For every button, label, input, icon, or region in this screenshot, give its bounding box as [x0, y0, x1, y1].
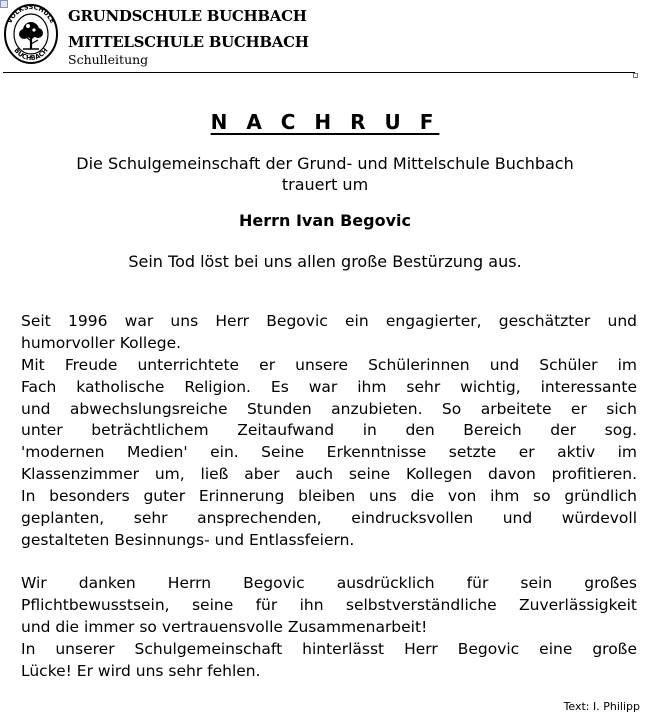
body-line: In besonders guter Erinnerung bleiben uns die von ihm so gründlich [21, 487, 637, 505]
body-line: und die immer so vertrauensvolle Zusammenarbeit! [21, 618, 428, 636]
school-seal-logo [3, 3, 59, 65]
body-line: Lücke! Er wird uns sehr fehlen. [21, 662, 261, 680]
school-name-primary: GRUNDSCHULE BUCHBACH [68, 7, 307, 25]
body-line: gestalteten Besinnungs- und Entlassfeiern. [21, 531, 355, 549]
svg-text:BUCHBACH: BUCHBACH [12, 46, 50, 63]
intro-line-2: trauert um [281, 175, 369, 194]
header-divider [3, 72, 635, 73]
intro-line-1: Die Schulgemeinschaft der Grund- und Mittelschule Buchbach [76, 154, 574, 173]
body-line: geplanten, sehr ansprechenden, eindrucksvollen und würdevoll [21, 509, 637, 527]
resize-handle-icon[interactable] [633, 73, 638, 78]
body-line: In unserer Schulgemeinschaft hinterlässt Herr Begovic eine große [21, 640, 637, 658]
body-line: Wir danken Herrn Begovic ausdrücklich für sein großes [21, 574, 637, 592]
body-line: Klassenzimmer um, ließ aber auch seine Kollegen davon profitieren. [21, 465, 637, 483]
body-line: 'modernen Medien' ein. Seine Erkenntnisse setzte er aktiv im [21, 443, 637, 461]
school-name-secondary: MITTELSCHULE BUCHBACH [68, 33, 309, 51]
body-line: unter beträchtlichem Zeitaufwand in den Bereich der sog. [21, 421, 637, 439]
svg-text:VOLKSSCHULE: VOLKSSCHULE [5, 3, 57, 25]
body-line: Pflichtbewusstsein, seine für ihn selbstverständliche Zuverlässigkeit [21, 596, 637, 614]
body-line: Mit Freude unterrichtete er unsere Schülerinnen und Schüler im [21, 356, 637, 374]
department-label: Schulleitung [68, 52, 149, 67]
body-line: humorvoller Kollege. [21, 334, 182, 352]
body-line: und abwechslungsreiche Stunden anzubieten. So arbeitete er sich [21, 400, 637, 418]
author-credit: Text: I. Philipp [563, 700, 640, 713]
deceased-name: Herrn Ivan Begovic [238, 211, 411, 230]
body-line: Fach katholische Religion. Es war ihm sehr wichtig, interessante [21, 378, 637, 396]
body-line: Seit 1996 war uns Herr Begovic ein engagierter, geschätzter und [21, 312, 637, 330]
page-title: N A C H R U F [210, 110, 440, 134]
sorrow-statement: Sein Tod löst bei uns allen große Bestürzung aus. [128, 252, 522, 271]
